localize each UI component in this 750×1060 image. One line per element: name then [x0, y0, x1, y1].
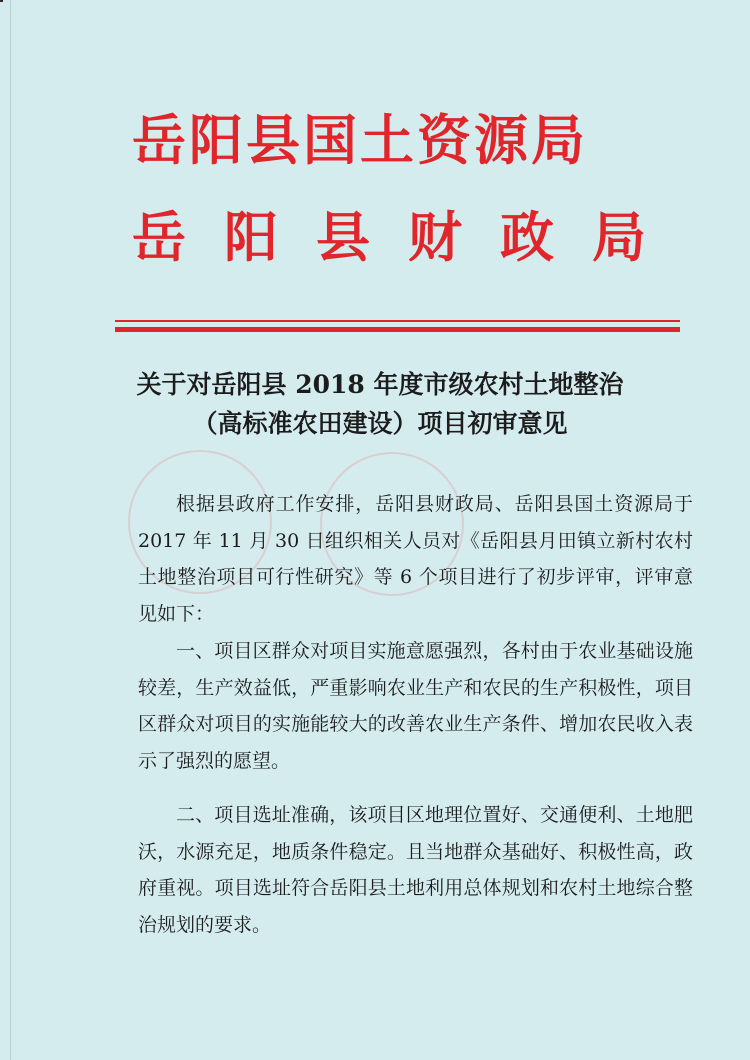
letterhead-rule-thick — [115, 327, 680, 332]
document-title-line-1: 关于对岳阳县 2018 年度市级农村土地整治 — [136, 370, 624, 399]
scan-edge-line — [10, 0, 11, 1060]
body-section-point-1 — [138, 633, 693, 779]
paragraph-intro: 根据县政府工作安排，岳阳县财政局、岳阳县国土资源局于 2017 年 11 月 30 日组织相关人员对《岳阳县月田镇立新村农村土地整治项目可行性研究》等 6 个项目进行了初步评审，评审意见如下： — [138, 493, 693, 625]
issuer-finance-bureau: 岳阳县财政局 — [132, 205, 684, 269]
scan-edge-mark — [0, 0, 3, 1060]
issuer-land-resources-bureau: 岳阳县国土资源局 — [132, 108, 588, 172]
body-section-intro — [138, 486, 693, 632]
letterhead-rule-thin — [115, 320, 680, 322]
paragraph-point-1: 一、项目区群众对项目实施意愿强烈，各村由于农业基础设施较差，生产效益低，严重影响农业生产和农民的生产积极性，项目区群众对项目的实施能较大的改善农业生产条件、增加农民收入表示了强烈的愿望。 — [138, 640, 693, 772]
body-section-point-2 — [138, 797, 693, 943]
paragraph-point-2: 二、项目选址准确，该项目区地理位置好、交通便利、土地肥沃，水源充足，地质条件稳定。且当地群众基础好、积极性高，政府重视。项目选址符合岳阳县土地利用总体规划和农村土地综合整治规划的要求。 — [138, 804, 693, 936]
document-title-line-2: （高标准农田建设）项目初审意见 — [192, 409, 568, 438]
